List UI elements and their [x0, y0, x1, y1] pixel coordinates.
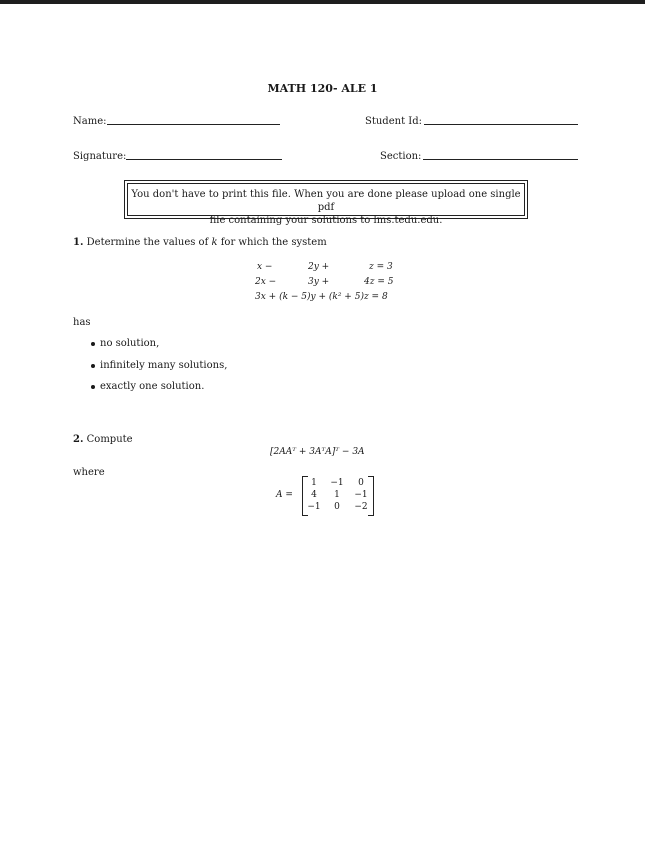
- has-label: has: [73, 317, 91, 328]
- notice-line-2: file containing your solutions to lms.tedu.edu.: [209, 215, 443, 226]
- eq1-term-1: x −: [257, 262, 273, 272]
- name-field[interactable]: [107, 124, 280, 125]
- section-field[interactable]: [423, 159, 578, 160]
- question-1-variable: k: [211, 237, 218, 248]
- eq2-term-2: 3y +: [308, 277, 330, 287]
- eq1-term-2: 2y +: [308, 262, 330, 272]
- name-label: Name:: [73, 116, 107, 127]
- compute-expression: [2AAᵀ + 3AᵀA]ᵀ − 3A: [270, 447, 365, 457]
- eq3-full: 3x + (k − 5)y + (k² + 5)z = 8: [255, 292, 388, 302]
- matrix-cell: −1: [354, 490, 368, 500]
- matrix-cell: −1: [330, 478, 344, 488]
- matrix-a: [302, 476, 374, 515]
- question-2-number: 2.: [73, 434, 84, 445]
- equation-row-3: [255, 292, 388, 302]
- option-no-solution: no solution,: [100, 338, 160, 349]
- bullet-icon: [91, 342, 95, 346]
- matrix-cell: 1: [311, 478, 317, 488]
- matrix-lhs: A =: [276, 490, 293, 500]
- matrix-cell: −1: [307, 502, 321, 512]
- upload-notice-box: [124, 180, 528, 226]
- question-1-prompt: [73, 237, 327, 248]
- matrix-cell: 0: [358, 478, 364, 488]
- bullet-icon: [91, 364, 95, 368]
- matrix-cell: −2: [354, 502, 368, 512]
- page-title: MATH 120- ALE 1: [267, 82, 378, 95]
- signature-label: Signature:: [73, 151, 127, 162]
- question-1-text-post: for which the system: [220, 237, 327, 248]
- where-label: where: [73, 467, 105, 478]
- top-border: [0, 0, 645, 4]
- eq2-term-1: 2x −: [255, 277, 277, 287]
- notice-line-1: You don't have to print this file. When you are done please upload one single pdf: [131, 189, 521, 213]
- section-label: Section:: [380, 151, 422, 162]
- eq1-term-3: z = 3: [369, 262, 393, 272]
- option-one-solution: exactly one solution.: [100, 381, 205, 392]
- bullet-icon: [91, 385, 95, 389]
- student-id-label: Student Id:: [365, 116, 422, 127]
- matrix-cell: 4: [311, 490, 317, 500]
- eq2-term-3: 4z = 5: [364, 277, 394, 287]
- upload-notice-inner: [127, 183, 525, 226]
- student-id-field[interactable]: [424, 124, 578, 125]
- question-1-text-pre: Determine the values of: [86, 237, 209, 248]
- matrix-cell: 1: [334, 490, 340, 500]
- question-2-text: Compute: [86, 434, 133, 445]
- matrix-cell: 0: [334, 502, 340, 512]
- question-2-prompt: [73, 434, 133, 445]
- option-infinite-solutions: infinitely many solutions,: [100, 360, 228, 371]
- question-1-number: 1.: [73, 237, 84, 248]
- signature-field[interactable]: [126, 159, 282, 160]
